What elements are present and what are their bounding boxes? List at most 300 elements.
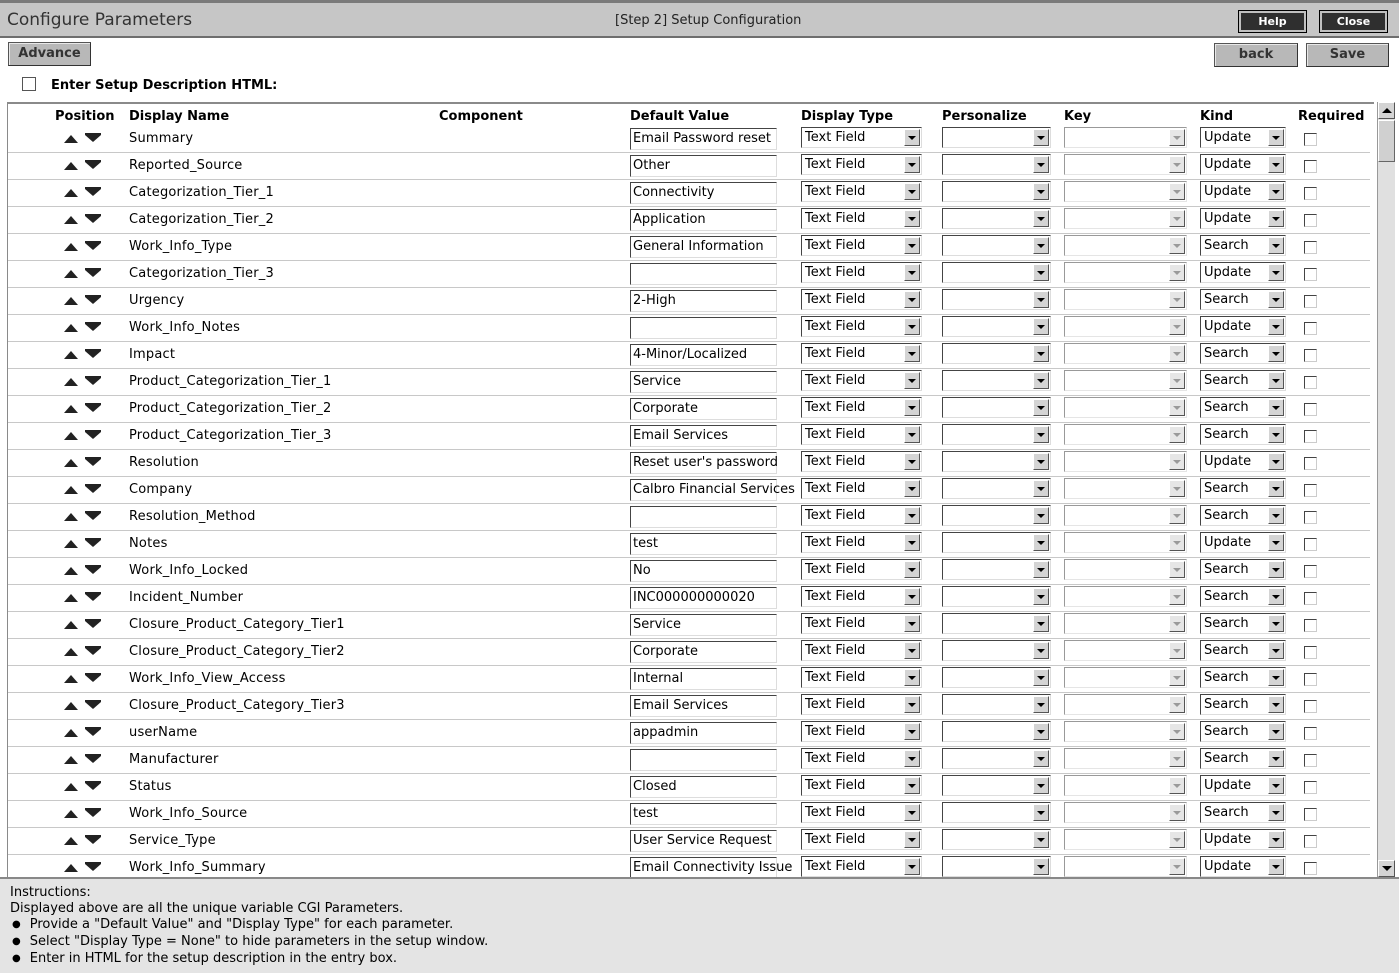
display-type-select[interactable] [801,181,922,202]
kind-select[interactable] [1200,451,1286,472]
display-type-value: Text Field [805,454,866,469]
display-type-select[interactable] [801,505,922,526]
vertical-scrollbar[interactable] [1377,102,1395,877]
dropdown-arrow-icon [1033,534,1049,551]
move-up-arrow-icon[interactable] [64,810,78,818]
kind-select[interactable] [1200,343,1286,364]
move-down-arrow-icon[interactable] [85,270,101,277]
move-up-arrow-icon[interactable] [64,432,78,440]
dropdown-arrow-icon [904,777,920,794]
required-checkbox[interactable] [1304,835,1317,848]
required-checkbox[interactable] [1304,673,1317,686]
kind-select[interactable] [1200,694,1286,715]
table-row [8,585,1370,612]
scroll-thumb[interactable] [1378,120,1395,162]
display-type-select[interactable] [801,802,922,823]
move-down-arrow-icon[interactable] [85,621,101,628]
required-checkbox[interactable] [1304,646,1317,659]
default-value-input[interactable]: Email Password reset [630,128,777,150]
personalize-select[interactable] [942,424,1051,445]
personalize-select[interactable] [942,640,1051,661]
kind-value: Search [1204,346,1249,361]
dropdown-arrow-icon [1268,696,1284,713]
move-up-arrow-icon[interactable] [64,675,78,683]
key-select[interactable] [1064,667,1187,688]
move-down-arrow-icon[interactable] [85,702,101,709]
kind-value: Update [1204,859,1252,874]
display-type-select[interactable] [801,667,922,688]
display-type-select[interactable] [801,694,922,715]
move-down-arrow-icon[interactable] [85,378,101,385]
display-name: Categorization_Tier_3 [129,266,274,281]
move-down-arrow-icon[interactable] [85,864,101,871]
move-up-arrow-icon[interactable] [64,594,78,602]
dropdown-arrow-icon [904,561,920,578]
default-value-input[interactable]: Service [630,614,777,636]
display-type-select[interactable] [801,478,922,499]
personalize-select[interactable] [942,370,1051,391]
display-type-select[interactable] [801,829,922,850]
move-up-arrow-icon[interactable] [64,216,78,224]
move-down-arrow-icon[interactable] [85,540,101,547]
display-name: Work_Info_Summary [129,860,266,875]
key-select[interactable] [1064,154,1187,175]
default-value-input[interactable]: Corporate [630,398,777,420]
kind-select[interactable] [1200,289,1286,310]
default-value-input[interactable]: Email Services [630,695,777,717]
display-name: Work_Info_Source [129,806,248,821]
position-arrows [64,565,104,577]
move-down-arrow-icon[interactable] [85,351,101,358]
dropdown-arrow-icon [1033,642,1049,659]
display-type-select[interactable] [801,235,922,256]
table-row [8,288,1370,315]
display-name: Summary [129,131,194,146]
move-down-arrow-icon[interactable] [85,297,101,304]
default-value-input[interactable]: No [630,560,777,582]
personalize-select[interactable] [942,262,1051,283]
kind-select[interactable] [1200,397,1286,418]
move-down-arrow-icon[interactable] [85,135,101,142]
move-down-arrow-icon[interactable] [85,675,101,682]
move-down-arrow-icon[interactable] [85,432,101,439]
display-type-value: Text Field [805,778,866,793]
personalize-select[interactable] [942,181,1051,202]
key-select[interactable] [1064,856,1187,877]
instruction-bullet: ● Enter in HTML for the setup description in the entry box. [10,951,1399,968]
default-value-input[interactable]: appadmin [630,722,777,744]
required-checkbox[interactable] [1304,727,1317,740]
required-checkbox[interactable] [1304,349,1317,362]
display-type-value: Text Field [805,859,866,874]
move-up-arrow-icon[interactable] [64,297,78,305]
dropdown-arrow-icon [1268,804,1284,821]
setup-description-checkbox[interactable] [22,77,36,91]
display-type-value: Text Field [805,400,866,415]
required-checkbox[interactable] [1304,808,1317,821]
required-checkbox[interactable] [1304,511,1317,524]
kind-select[interactable] [1200,613,1286,634]
key-select[interactable] [1064,343,1187,364]
display-type-select[interactable] [801,289,922,310]
key-select[interactable] [1064,289,1187,310]
required-checkbox[interactable] [1304,133,1317,146]
default-value-input[interactable] [630,749,777,771]
kind-select[interactable] [1200,181,1286,202]
move-down-arrow-icon[interactable] [85,567,101,574]
default-value-input[interactable] [630,506,777,528]
display-type-select[interactable] [801,748,922,769]
display-type-select[interactable] [801,397,922,418]
personalize-select[interactable] [942,532,1051,553]
help-button[interactable]: Help [1239,11,1306,32]
advance-button[interactable]: Advance [8,42,91,66]
display-name: Manufacturer [129,752,219,767]
display-type-select[interactable] [801,775,922,796]
key-select[interactable] [1064,748,1187,769]
scroll-up-arrow-icon[interactable] [1378,102,1395,119]
display-type-select[interactable] [801,127,922,148]
required-checkbox[interactable] [1304,214,1317,227]
required-checkbox[interactable] [1304,430,1317,443]
move-down-arrow-icon[interactable] [85,162,101,169]
key-select[interactable] [1064,829,1187,850]
required-checkbox[interactable] [1304,241,1317,254]
move-up-arrow-icon[interactable] [64,540,78,548]
move-down-arrow-icon[interactable] [85,459,101,466]
position-arrows [64,376,104,388]
position-arrows [64,133,104,145]
personalize-select[interactable] [942,721,1051,742]
move-up-arrow-icon[interactable] [64,864,78,872]
kind-value: Search [1204,589,1249,604]
required-checkbox[interactable] [1304,592,1317,605]
kind-select[interactable] [1200,154,1286,175]
move-down-arrow-icon[interactable] [85,756,101,763]
personalize-select[interactable] [942,586,1051,607]
move-up-arrow-icon[interactable] [64,756,78,764]
personalize-select[interactable] [942,235,1051,256]
kind-select[interactable] [1200,721,1286,742]
back-button[interactable]: back [1214,43,1298,67]
move-down-arrow-icon[interactable] [85,513,101,520]
key-select[interactable] [1064,694,1187,715]
kind-select[interactable] [1200,559,1286,580]
display-name: Work_Info_Notes [129,320,241,335]
display-type-select[interactable] [801,208,922,229]
default-value-input[interactable]: Service [630,371,777,393]
default-value-input[interactable]: Other [630,155,777,177]
personalize-select[interactable] [942,856,1051,877]
dropdown-arrow-icon [1169,480,1185,497]
key-select[interactable] [1064,721,1187,742]
required-checkbox[interactable] [1304,754,1317,767]
personalize-select[interactable] [942,397,1051,418]
required-checkbox[interactable] [1304,781,1317,794]
key-select[interactable] [1064,424,1187,445]
grid-header [8,106,1374,128]
required-checkbox[interactable] [1304,484,1317,497]
move-down-arrow-icon[interactable] [85,594,101,601]
kind-value: Update [1204,265,1252,280]
scroll-down-arrow-icon[interactable] [1378,860,1395,877]
required-checkbox[interactable] [1304,457,1317,470]
required-checkbox[interactable] [1304,268,1317,281]
default-value-input[interactable]: Internal [630,668,777,690]
required-checkbox[interactable] [1304,565,1317,578]
personalize-select[interactable] [942,559,1051,580]
move-up-arrow-icon[interactable] [64,513,78,521]
display-name: Urgency [129,293,185,308]
display-type-select[interactable] [801,451,922,472]
key-select[interactable] [1064,613,1187,634]
move-up-arrow-icon[interactable] [64,270,78,278]
move-down-arrow-icon[interactable] [85,216,101,223]
kind-select[interactable] [1200,478,1286,499]
default-value-input[interactable]: INC000000000020 [630,587,777,609]
personalize-select[interactable] [942,451,1051,472]
kind-select[interactable] [1200,208,1286,229]
kind-select[interactable] [1200,667,1286,688]
move-down-arrow-icon[interactable] [85,810,101,817]
required-checkbox[interactable] [1304,700,1317,713]
personalize-select[interactable] [942,613,1051,634]
display-type-select[interactable] [801,721,922,742]
display-name: userName [129,725,198,740]
key-select[interactable] [1064,505,1187,526]
move-up-arrow-icon[interactable] [64,837,78,845]
key-select[interactable] [1064,640,1187,661]
kind-select[interactable] [1200,370,1286,391]
key-select[interactable] [1064,181,1187,202]
position-arrows [64,484,104,496]
personalize-select[interactable] [942,478,1051,499]
display-type-select[interactable] [801,613,922,634]
move-down-arrow-icon[interactable] [85,783,101,790]
position-arrows [64,295,104,307]
display-type-select[interactable] [801,559,922,580]
personalize-select[interactable] [942,154,1051,175]
key-select[interactable] [1064,802,1187,823]
parameters-grid [7,102,1374,877]
move-up-arrow-icon[interactable] [64,783,78,791]
required-checkbox[interactable] [1304,619,1317,632]
dropdown-arrow-icon [1169,399,1185,416]
table-row [8,234,1370,261]
kind-value: Update [1204,535,1252,550]
personalize-select[interactable] [942,208,1051,229]
display-type-select[interactable] [801,640,922,661]
move-down-arrow-icon[interactable] [85,837,101,844]
kind-select[interactable] [1200,262,1286,283]
move-up-arrow-icon[interactable] [64,189,78,197]
kind-select[interactable] [1200,505,1286,526]
default-value-input[interactable]: Email Connectivity Issue [630,857,777,879]
personalize-select[interactable] [942,289,1051,310]
dropdown-arrow-icon [904,156,920,173]
move-up-arrow-icon[interactable] [64,702,78,710]
default-value-input[interactable] [630,263,777,285]
kind-select[interactable] [1200,127,1286,148]
table-row [8,558,1370,585]
key-select[interactable] [1064,316,1187,337]
display-type-select[interactable] [801,343,922,364]
personalize-select[interactable] [942,748,1051,769]
key-select[interactable] [1064,235,1187,256]
move-up-arrow-icon[interactable] [64,324,78,332]
move-down-arrow-icon[interactable] [85,648,101,655]
default-value-input[interactable]: Calbro Financial Services [630,479,777,501]
kind-select[interactable] [1200,640,1286,661]
personalize-select[interactable] [942,667,1051,688]
default-value-input[interactable]: Application [630,209,777,231]
required-checkbox[interactable] [1304,295,1317,308]
key-select[interactable] [1064,586,1187,607]
personalize-select[interactable] [942,505,1051,526]
key-select[interactable] [1064,262,1187,283]
move-down-arrow-icon[interactable] [85,189,101,196]
display-type-select[interactable] [801,370,922,391]
kind-select[interactable] [1200,532,1286,553]
required-checkbox[interactable] [1304,187,1317,200]
display-type-select[interactable] [801,532,922,553]
dropdown-arrow-icon [1268,399,1284,416]
personalize-select[interactable] [942,343,1051,364]
kind-select[interactable] [1200,802,1286,823]
display-type-select[interactable] [801,154,922,175]
display-type-select[interactable] [801,586,922,607]
personalize-select[interactable] [942,802,1051,823]
display-type-select[interactable] [801,856,922,877]
key-select[interactable] [1064,451,1187,472]
personalize-select[interactable] [942,775,1051,796]
kind-select[interactable] [1200,748,1286,769]
instructions-heading: Instructions: [10,885,91,900]
display-name: Service_Type [129,833,216,848]
dropdown-arrow-icon [1169,858,1185,875]
move-down-arrow-icon[interactable] [85,486,101,493]
personalize-select[interactable] [942,316,1051,337]
kind-select[interactable] [1200,829,1286,850]
key-select[interactable] [1064,559,1187,580]
kind-select[interactable] [1200,235,1286,256]
default-value-input[interactable]: 4-Minor/Localized [630,344,777,366]
move-up-arrow-icon[interactable] [64,162,78,170]
kind-select[interactable] [1200,316,1286,337]
display-name: Reported_Source [129,158,243,173]
default-value-input[interactable]: test [630,803,777,825]
required-checkbox[interactable] [1304,376,1317,389]
position-arrows [64,403,104,415]
default-value-input[interactable] [630,317,777,339]
dropdown-arrow-icon [1268,345,1284,362]
dropdown-arrow-icon [1169,777,1185,794]
dropdown-arrow-icon [904,696,920,713]
display-name: Closure_Product_Category_Tier3 [129,698,345,713]
default-value-input[interactable]: 2-High [630,290,777,312]
move-up-arrow-icon[interactable] [64,405,78,413]
default-value-input[interactable]: General Information [630,236,777,258]
default-value-input[interactable]: Corporate [630,641,777,663]
save-button[interactable]: Save [1306,43,1389,67]
move-up-arrow-icon[interactable] [64,729,78,737]
personalize-select[interactable] [942,694,1051,715]
key-select[interactable] [1064,478,1187,499]
dropdown-arrow-icon [904,669,920,686]
move-up-arrow-icon[interactable] [64,378,78,386]
display-type-value: Text Field [805,670,866,685]
default-value-input[interactable]: User Service Request [630,830,777,852]
kind-select[interactable] [1200,775,1286,796]
move-up-arrow-icon[interactable] [64,351,78,359]
default-value-input[interactable]: test [630,533,777,555]
dropdown-arrow-icon [1033,507,1049,524]
move-down-arrow-icon[interactable] [85,324,101,331]
personalize-select[interactable] [942,829,1051,850]
default-value-input[interactable]: Closed [630,776,777,798]
default-value-input[interactable]: Reset user's password [630,452,777,474]
dropdown-arrow-icon [1033,750,1049,767]
dropdown-arrow-icon [1169,750,1185,767]
move-down-arrow-icon[interactable] [85,729,101,736]
position-arrows [64,349,104,361]
display-type-select[interactable] [801,424,922,445]
kind-select[interactable] [1200,586,1286,607]
display-type-value: Text Field [805,265,866,280]
move-up-arrow-icon[interactable] [64,648,78,656]
move-up-arrow-icon[interactable] [64,135,78,143]
dropdown-arrow-icon [1033,156,1049,173]
default-value-input[interactable]: Connectivity [630,182,777,204]
move-up-arrow-icon[interactable] [64,243,78,251]
key-select[interactable] [1064,532,1187,553]
personalize-select[interactable] [942,127,1051,148]
move-down-arrow-icon[interactable] [85,405,101,412]
key-select[interactable] [1064,397,1187,418]
kind-select[interactable] [1200,424,1286,445]
required-checkbox[interactable] [1304,862,1317,875]
required-checkbox[interactable] [1304,160,1317,173]
display-type-select[interactable] [801,316,922,337]
table-row [8,423,1370,450]
move-down-arrow-icon[interactable] [85,243,101,250]
dropdown-arrow-icon [1033,129,1049,146]
required-checkbox[interactable] [1304,322,1317,335]
dropdown-arrow-icon [1169,561,1185,578]
key-select[interactable] [1064,370,1187,391]
dropdown-arrow-icon [904,534,920,551]
kind-select[interactable] [1200,856,1286,877]
close-button[interactable]: Close [1320,11,1387,32]
required-checkbox[interactable] [1304,538,1317,551]
required-checkbox[interactable] [1304,403,1317,416]
table-row [8,774,1370,801]
kind-value: Update [1204,778,1252,793]
move-up-arrow-icon[interactable] [64,459,78,467]
position-arrows [64,511,104,523]
table-row [8,504,1370,531]
move-up-arrow-icon[interactable] [64,486,78,494]
display-type-select[interactable] [801,262,922,283]
default-value-input[interactable]: Email Services [630,425,777,447]
key-select[interactable] [1064,775,1187,796]
position-arrows [64,754,104,766]
move-up-arrow-icon[interactable] [64,567,78,575]
key-select[interactable] [1064,127,1187,148]
move-up-arrow-icon[interactable] [64,621,78,629]
dropdown-arrow-icon [1169,318,1185,335]
key-select[interactable] [1064,208,1187,229]
